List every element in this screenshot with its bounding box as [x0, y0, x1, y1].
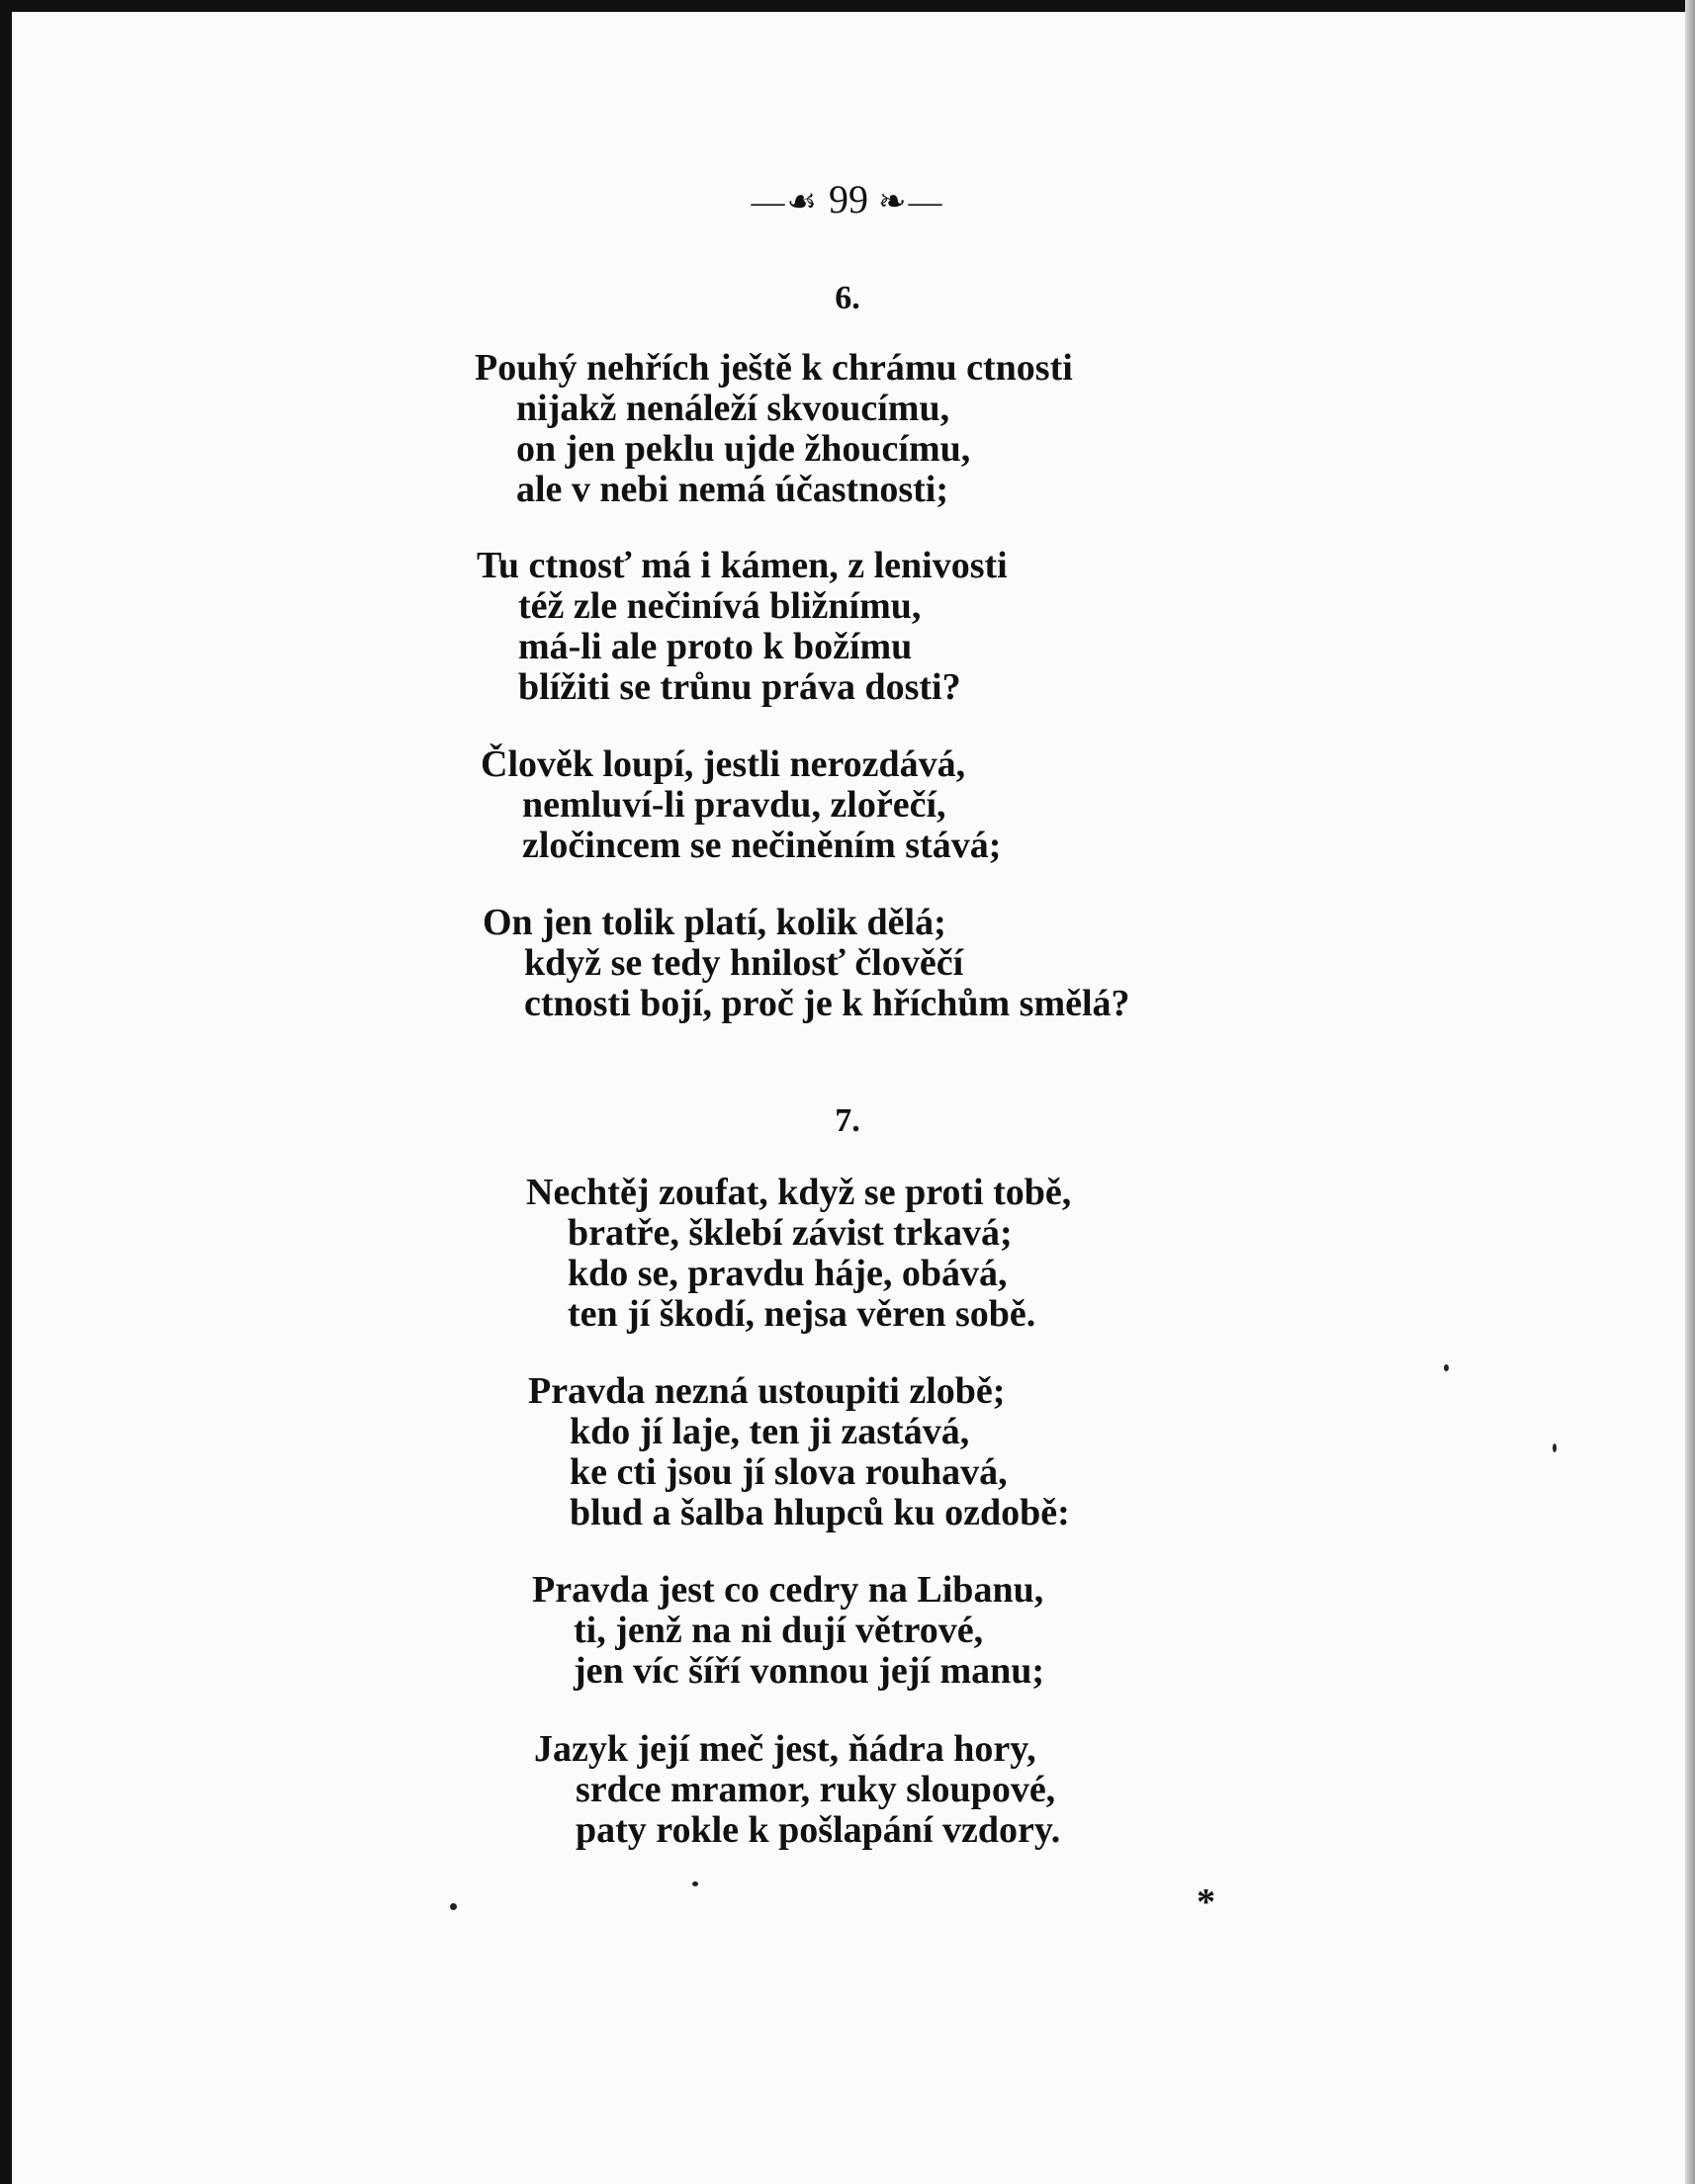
- verse-line: On jen tolik platí, kolik dělá;: [483, 902, 946, 943]
- verse-line: blížiti se trůnu práva dosti?: [518, 666, 961, 708]
- verse-line: Pouhý nehřích ještě k chrámu ctnosti: [475, 347, 1073, 389]
- verse-line: paty rokle k pošlapání vzdory.: [576, 1809, 1061, 1851]
- verse-line: kdo se, pravdu háje, obává,: [568, 1253, 1008, 1294]
- verse-line: nemluví-li pravdu, zlořečí,: [522, 784, 946, 826]
- verse-line: Člověk loupí, jestli nerozdává,: [481, 743, 966, 785]
- verse-line: zločincem se nečiněním stává;: [522, 825, 1002, 866]
- verse-line: nijakž nenáleží skvoucímu,: [516, 388, 950, 429]
- verse-line: ti, jenž na ni dují větrové,: [574, 1610, 984, 1651]
- page-header: [0, 176, 1695, 222]
- verse-line: blud a šalba hlupců ku ozdobě:: [570, 1492, 1070, 1533]
- scan-speck: [1553, 1443, 1557, 1452]
- verse-line: též zle nečinívá bližnímu,: [518, 585, 922, 627]
- stanza-7-4: [534, 1729, 1060, 1851]
- ornament-left-icon: —☙: [751, 184, 819, 220]
- scan-speck: [1444, 1364, 1449, 1371]
- page-number: 99: [828, 177, 868, 221]
- verse-line: ten jí škodí, nejsa věren sobě.: [568, 1293, 1036, 1335]
- verse-line: bratře, šklebí závist trkavá;: [568, 1212, 1013, 1254]
- ornament-right-icon: ❧—: [877, 184, 944, 220]
- section-number-7: 7.: [835, 1102, 860, 1139]
- verse-line: Pravda jest co cedry na Libanu,: [532, 1569, 1044, 1611]
- verse-line: srdce mramor, ruky sloupové,: [576, 1769, 1056, 1810]
- verse-line: on jen peklu ujde žhoucímu,: [516, 428, 971, 470]
- end-asterisk: *: [1197, 1881, 1215, 1923]
- stanza-7-2: [528, 1371, 1070, 1533]
- verse-line: Jazyk její meč jest, ňádra hory,: [534, 1728, 1036, 1770]
- stanza-6-4: [483, 903, 1130, 1024]
- stanza-7-3: [532, 1570, 1044, 1692]
- scan-speck: [692, 1881, 698, 1886]
- stanza-6-3: [481, 744, 1001, 866]
- verse-line: kdo jí laje, ten ji zastává,: [570, 1411, 970, 1452]
- section-number-6: 6.: [835, 280, 860, 316]
- verse-line: má-li ale proto k božímu: [518, 626, 913, 667]
- scan-border-left: [0, 0, 12, 2184]
- verse-line: Nechtěj zoufat, když se proti tobě,: [526, 1172, 1072, 1213]
- stanza-6-2: [477, 546, 1008, 708]
- verse-line: jen víc šíří vonnou její manu;: [574, 1650, 1045, 1692]
- scan-speck: [450, 1903, 457, 1910]
- verse-line: ke cti jsou jí slova rouhavá,: [570, 1451, 1008, 1493]
- verse-line: Pravda nezná ustoupiti zlobě;: [528, 1370, 1006, 1412]
- verse-line: ctnosti bojí, proč je k hříchům smělá?: [524, 983, 1130, 1024]
- stanza-7-1: [526, 1173, 1071, 1335]
- verse-line: když se tedy hnilosť člověčí: [524, 942, 964, 984]
- scan-border-top: [0, 0, 1695, 12]
- verse-line: Tu ctnosť má i kámen, z lenivosti: [477, 545, 1008, 586]
- verse-line: ale v nebi nemá účastnosti;: [516, 469, 948, 510]
- stanza-6-1: [475, 348, 1073, 510]
- scan-border-right: [1685, 0, 1695, 2184]
